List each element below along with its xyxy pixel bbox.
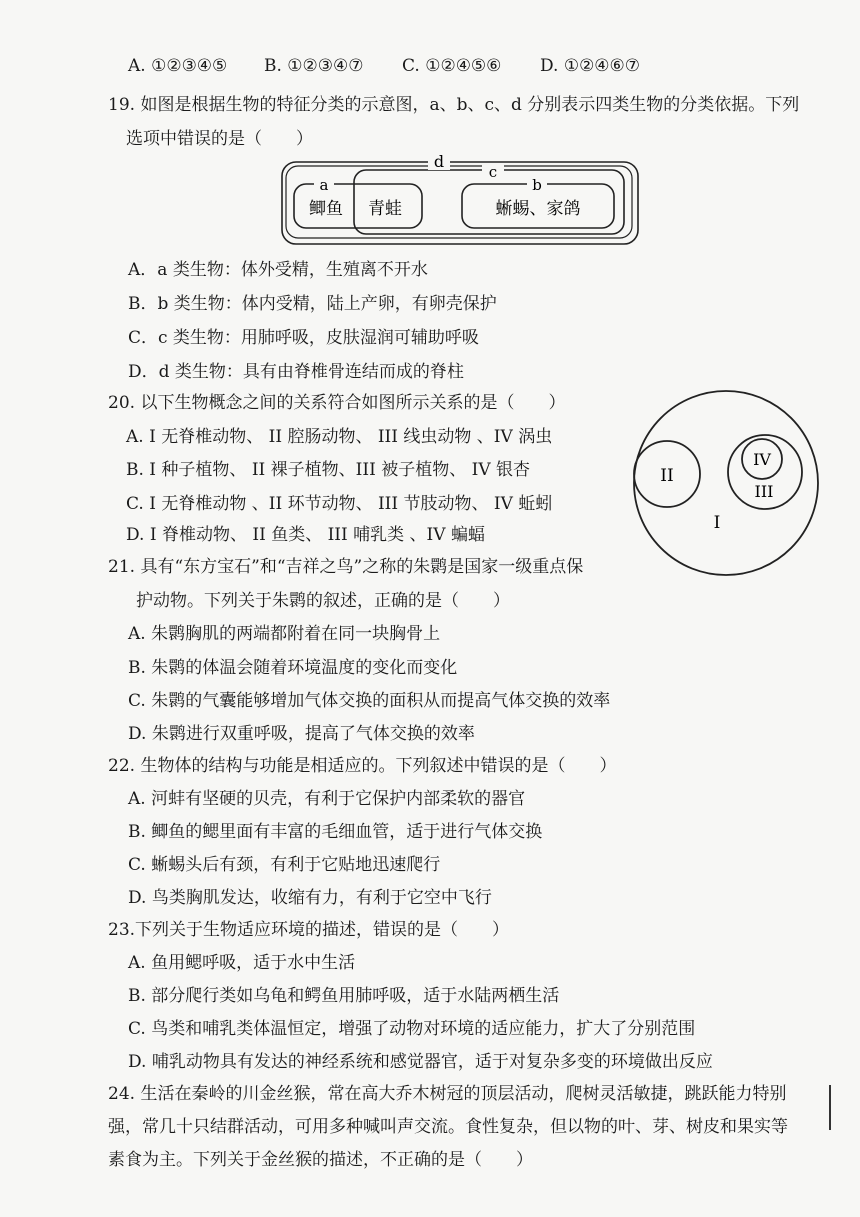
- q21-stem-line2: 护动物。下列关于朱鹮的叙述，正确的是（ ）: [136, 591, 510, 611]
- label-c: c: [488, 163, 498, 181]
- scan-edge-mark: [829, 1085, 831, 1130]
- q24-line1: 24. 生活在秦岭的川金丝猴，常在高大乔木树冠的顶层活动，爬树灵活敏捷，跳跃能力特别: [108, 1084, 787, 1104]
- q20-venn-diagram: [625, 388, 825, 578]
- label-III: III: [754, 482, 774, 501]
- q18-option-c: C. ①②④⑤⑥: [402, 56, 502, 76]
- q21-stem-line1: 21. 具有“东方宝石”和“吉祥之鸟”之称的朱鹮是国家一级重点保: [108, 557, 584, 577]
- q20-option-c: C. I 无脊椎动物 、II 环节动物、 III 节肢动物、 IV 蚯蚓: [126, 494, 553, 514]
- label-IV: IV: [753, 450, 771, 469]
- q19-option-a: A．a 类生物：体外受精，生殖离不开水: [128, 260, 428, 280]
- q20-stem: 20. 以下生物概念之间的关系符合如图所示关系的是（ ）: [108, 393, 566, 413]
- label-II: II: [660, 466, 674, 486]
- q18-option-b: B. ①②③④⑦: [264, 56, 364, 76]
- q19-option-d: D．d 类生物：具有由脊椎骨连结而成的脊柱: [128, 362, 464, 382]
- q21-option-b: B. 朱鹮的体温会随着环境温度的变化而变化: [128, 658, 458, 678]
- q21-option-d: D. 朱鹮进行双重呼吸，提高了气体交换的效率: [128, 724, 475, 744]
- animal-frog: 青蛙: [368, 199, 402, 219]
- q23-option-b: B. 部分爬行类如乌龟和鳄鱼用肺呼吸，适于水陆两栖生活: [128, 986, 560, 1006]
- q20-option-d: D. I 脊椎动物、 II 鱼类、 III 哺乳类 、IV 蝙蝠: [126, 525, 485, 545]
- label-I: I: [713, 513, 721, 533]
- q23-option-a: A. 鱼用鳃呼吸，适于水中生活: [128, 953, 356, 973]
- animal-reptile-bird: 蜥蜴、家鸽: [495, 199, 581, 219]
- q18-option-d: D. ①②④⑥⑦: [540, 56, 641, 76]
- q22-option-d: D. 鸟类胸肌发达，收缩有力，有利于它空中飞行: [128, 888, 492, 908]
- q23-stem: 23.下列关于生物适应环境的描述，错误的是（ ）: [108, 920, 510, 940]
- q22-option-c: C. 蜥蜴头后有颈，有利于它贴地迅速爬行: [128, 855, 441, 875]
- q24-line2: 强，常几十只结群活动，可用多种喊叫声交流。食性复杂，但以物的叶、芽、树皮和果实等: [108, 1117, 788, 1137]
- q19-classification-diagram: [270, 150, 650, 250]
- label-b: b: [532, 176, 542, 194]
- q23-option-c: C. 鸟类和哺乳类体温恒定，增强了动物对环境的适应能力，扩大了分别范围: [128, 1019, 696, 1039]
- q20-option-a: A. I 无脊椎动物、 II 腔肠动物、 III 线虫动物 、IV 涡虫: [126, 427, 553, 447]
- q21-option-a: A. 朱鹮胸肌的两端都附着在同一块胸骨上: [128, 624, 441, 644]
- q18-option-a: A. ①②③④⑤: [128, 56, 228, 76]
- q19-option-b: B．b 类生物：体内受精，陆上产卵，有卵壳保护: [128, 294, 497, 314]
- label-d: d: [433, 152, 445, 171]
- q22-stem: 22. 生物体的结构与功能是相适应的。下列叙述中错误的是（ ）: [108, 756, 617, 776]
- q22-option-b: B. 鲫鱼的鳃里面有丰富的毛细血管，适于进行气体交换: [128, 822, 543, 842]
- label-a: a: [319, 176, 329, 194]
- q19-option-c: C．c 类生物：用肺呼吸，皮肤湿润可辅助呼吸: [128, 328, 479, 348]
- q19-stem-line2: 选项中错误的是（ ）: [126, 129, 313, 149]
- q22-option-a: A. 河蚌有坚硬的贝壳，有利于它保护内部柔软的器官: [128, 789, 526, 809]
- animal-fish: 鲫鱼: [309, 199, 343, 219]
- q21-option-c: C. 朱鹮的气囊能够增加气体交换的面积从而提高气体交换的效率: [128, 691, 611, 711]
- q24-line3: 素食为主。下列关于金丝猴的描述，不正确的是（ ）: [108, 1150, 533, 1170]
- q23-option-d: D. 哺乳动物具有发达的神经系统和感觉器官，适于对复杂多变的环境做出反应: [128, 1052, 713, 1072]
- q20-option-b: B. I 种子植物、 II 裸子植物、III 被子植物、 IV 银杏: [126, 460, 531, 480]
- q19-stem-line1: 19. 如图是根据生物的特征分类的示意图，a、b、c、d 分别表示四类生物的分类依据。下列: [108, 95, 800, 115]
